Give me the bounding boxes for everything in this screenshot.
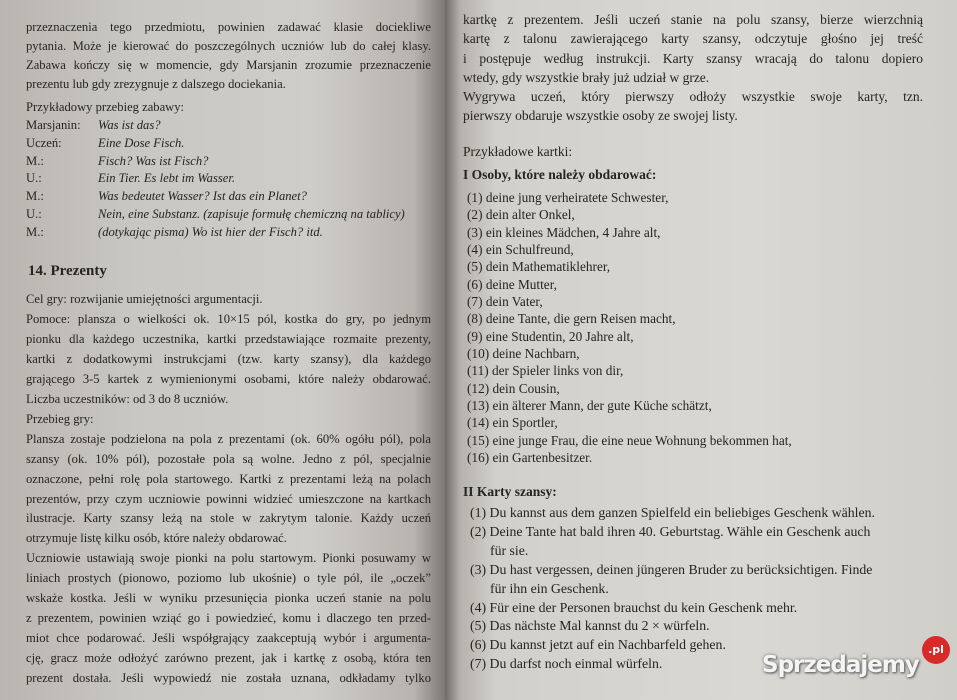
text-line: prezent dostała. Jeśli wypowiedź nie została uznana, odkładamy tylko [26, 671, 431, 686]
text-line: przeznaczenia tego przedmiotu, powinien zadawać klasie dociekliwe [26, 20, 431, 34]
examples-label: Przykładowe kartki: [463, 144, 573, 159]
text-line: cję, gracz może odłożyć zarówno prezent, jak i kartkę z osobą, która ten [26, 651, 431, 666]
utterance: (dotykając pisma) Wo ist hier der Fisch? itd. [98, 224, 323, 239]
right-page [445, 0, 957, 700]
dialogue-line [26, 224, 436, 242]
list-item: für sie. [490, 542, 529, 558]
speaker-label: U.: [26, 206, 42, 221]
chance-cards-list [470, 504, 875, 674]
list-item: (2) Deine Tante hat bald ihren 40. Geburtstag. Wähle ein Geschenk auch [470, 523, 871, 539]
list-item: (14) ein Sportler, [467, 415, 558, 431]
text-line: kartki z dodatkowymi instrukcjami (tzw. karty szansy), dla każdego [26, 351, 431, 366]
chance-cards-section-title: II Karty szansy: [463, 484, 557, 499]
watermark-badge: .pl [922, 636, 950, 664]
text-line: szansy (ok. 10% pól), pozostałe pola są wolne. Jedno z pól, specjalnie [26, 451, 431, 466]
list-item: (12) dein Cousin, [467, 380, 560, 396]
list-item: (7) dein Vater, [467, 294, 543, 310]
text-line: wtedy, gdy wszystkie brały już udział w grze. [463, 69, 710, 85]
text-line: pionku dla każdego uczestnika, kartki przedstawiające rozmaite prezenty, [26, 331, 431, 346]
list-item: (4) Für eine der Personen brauchst du kein Geschenk mehr. [470, 599, 798, 615]
list-item: (15) eine junge Frau, die eine neue Wohnung bekommen hat, [467, 432, 792, 448]
text-line: miot chce podarować. Jeśli współgrający zaakceptują wybór i argumenta- [26, 631, 431, 646]
text-line: wskaże kostka. Jeśli w wyniku przesunięcia pionka uczeń stanie na polu [26, 591, 431, 606]
text-line: Cel gry: rozwijanie umiejętności argumentacji. [26, 292, 263, 306]
text-line: grającego 3-5 kartek z wymienionymi osobami, które należy obdarować. [26, 371, 431, 386]
list-item: (3) Du hast vergessen, deinen jüngeren Bruder zu berücksichtigen. Finde [470, 561, 873, 577]
text-line: Pomoce: plansza o wielkości ok. 10×15 pól, kostka do gry, po jednym [26, 311, 431, 326]
text-line: Przebieg gry: [26, 411, 94, 426]
utterance: Nein, eine Substanz. (zapisuje formułę chemiczną na tablicy) [98, 206, 405, 221]
list-item: (4) ein Schulfreund, [467, 242, 574, 258]
section-heading: 14. Prezenty [28, 263, 107, 279]
list-item: (7) Du darfst noch einmal würfeln. [470, 656, 663, 672]
left-page [0, 0, 445, 700]
text-line: kartkę z prezentem. Jeśli uczeń stanie na polu szansy, bierze wierzchnią [463, 12, 923, 27]
utterance: Was bedeutet Wasser? Ist das ein Planet? [98, 189, 307, 204]
list-item: (9) eine Studentin, 20 Jahre alt, [467, 328, 634, 344]
text-line: kartę z talonu zawierającego karty szansy, odczytuje głośno jej treść [463, 31, 923, 47]
utterance: Eine Dose Fisch. [98, 135, 185, 150]
text-line: prezentu lub gdy zrezygnuje z dalszego dociekania. [26, 77, 286, 91]
speaker-label: Uczeń: [26, 135, 62, 150]
game-description [26, 290, 431, 689]
speaker-label: M.: [26, 224, 44, 239]
text-line: pytania. Może je kierować do poszczególnych uczniów lub do całej klasy. [26, 39, 431, 53]
dialogue-line [26, 117, 436, 135]
text-line: pierwszy obdaruje wszystkie osoby ze swojej listy. [463, 108, 738, 124]
list-item: (1) deine jung verheiratete Schwester, [467, 190, 669, 205]
utterance: Was ist das? [98, 118, 161, 132]
example-title: Przykładowy przebieg zabawy: [26, 100, 185, 114]
list-item: (16) ein Gartenbesitzer. [467, 450, 593, 466]
list-item: für ihn ein Geschenk. [490, 580, 609, 596]
list-item: (5) Das nächste Mal kannst du 2 × würfeln. [470, 618, 710, 634]
utterance: Fisch? Was ist Fisch? [98, 153, 209, 168]
list-item: (10) deine Nachbarn, [467, 346, 580, 362]
list-item: (3) ein kleines Mädchen, 4 Jahre alt, [467, 224, 661, 240]
dialogue-line [26, 153, 436, 171]
speaker-label: M.: [26, 189, 44, 204]
list-item: (5) dein Mathematiklehrer, [467, 259, 611, 275]
text-line: oznaczone, pełni rolę pola startowego. Kartki z prezentami leżą na polach [26, 471, 431, 486]
list-item: (8) deine Tante, die gern Reisen macht, [467, 311, 676, 327]
list-item: (11) der Spieler links von dir, [467, 363, 624, 379]
list-item: (13) ein älterer Mann, der gute Küche schätzt, [467, 398, 712, 414]
dialogue-line [26, 170, 436, 188]
dialogue-line [26, 206, 436, 224]
persons-list [467, 189, 792, 467]
text-line: liniach prostych (pionowo, poziomo lub ukośnie) o tyle pól, ile „oczek” [26, 571, 431, 586]
text-line: Zabawa kończy się w momencie, gdy Marsjanin zrozumie przeznaczenie [26, 58, 431, 72]
list-item: (6) deine Mutter, [467, 276, 557, 292]
list-item: (2) dein alter Onkel, [467, 207, 575, 223]
dialogue-line [26, 188, 436, 206]
dialogue-line [26, 135, 436, 153]
text-line: ilustracje. Karty szansy leżą na stole w zakrytym talonie. Każdy uczeń [26, 511, 431, 526]
text-line: z prezentem, powinien wziąć go i powiedzieć, komu i dlaczego ten przed- [26, 611, 431, 626]
intro-paragraph [26, 18, 431, 94]
text-line: Plansza zostaje podzielona na pola z prezentami (ok. 60% ogółu pól), pola [26, 431, 431, 446]
text-line: prezentów, przy czym uczniowie powinni widzieć umieszczone na kartkach [26, 491, 431, 506]
speaker-label: M.: [26, 153, 44, 168]
list-item: (6) Du kannst jetzt auf ein Nachbarfeld gehen. [470, 637, 726, 653]
text-line: i postępuje według instrukcji. Karty szansy wracają do talonu dopiero [463, 50, 923, 66]
watermark-logo: Sprzedajemy [762, 652, 919, 678]
text-line: otrzymuje listę kilku osób, które należy obdarować. [26, 531, 287, 546]
speaker-label: U.: [26, 171, 42, 186]
persons-section-title: I Osoby, które należy obdarować: [463, 167, 657, 182]
speaker-label: Marsjanin: [26, 118, 81, 132]
text-line: Liczba uczestników: od 3 do 8 uczniów. [26, 391, 229, 406]
list-item: (1) Du kannst aus dem ganzen Spielfeld ein beliebiges Geschenk wählen. [470, 505, 875, 520]
text-line: Wygrywa uczeń, który pierwszy odłoży wszystkie swoje karty, tzn. [463, 89, 923, 105]
utterance: Ein Tier. Es lebt im Wasser. [98, 171, 236, 186]
dialogue [26, 117, 436, 242]
rules-paragraph [463, 10, 923, 126]
text-line: Uczniowie ustawiają swoje pionki na polu startowym. Pionki posuwamy w [26, 551, 431, 566]
